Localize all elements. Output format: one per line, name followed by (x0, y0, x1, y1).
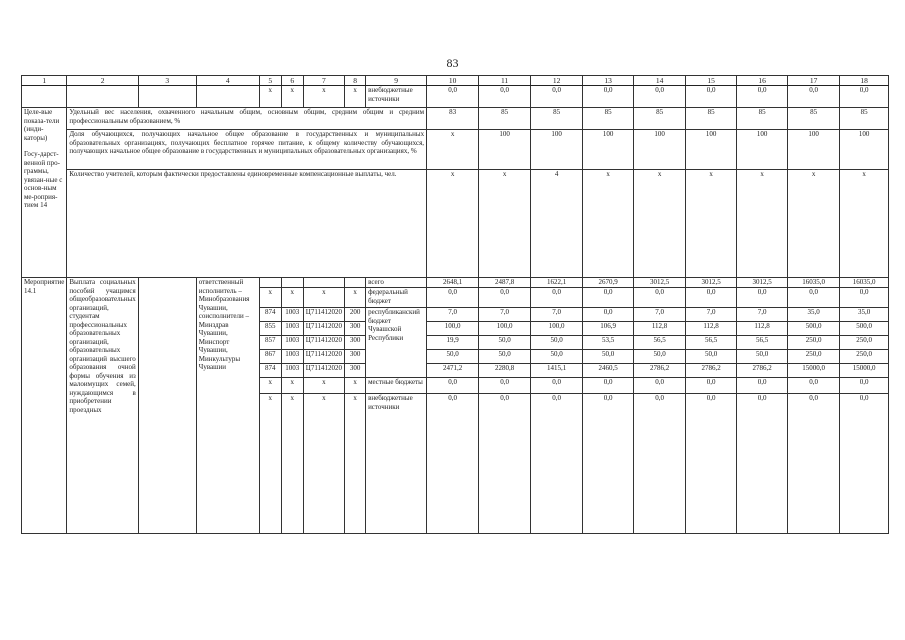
value-cell: 0,0 (531, 378, 583, 394)
value-cell: 85 (840, 108, 889, 130)
code-cell: Ц711412020 (303, 322, 344, 336)
value-cell: 100,0 (479, 322, 531, 336)
value-cell: 0,0 (479, 394, 531, 534)
value-cell: 0,0 (479, 288, 531, 308)
value-cell: x (427, 130, 479, 170)
code-cell: 874 (259, 308, 281, 322)
code-cell: 300 (345, 364, 366, 378)
value-cell: 50,0 (479, 336, 531, 350)
code-cell: x (303, 86, 344, 108)
value-cell: 0,0 (840, 288, 889, 308)
column-header: 17 (788, 76, 840, 86)
value-cell: 3012,5 (737, 278, 788, 288)
target-description: Количество учителей, которым фактически предоставлены единовременные компенсационные выплаты, чел. (67, 170, 427, 278)
column-header: 13 (583, 76, 634, 86)
target-row (22, 130, 889, 170)
value-cell: 112,8 (634, 322, 686, 336)
column-header: 10 (427, 76, 479, 86)
code-cell: x (345, 378, 366, 394)
value-cell: 0,0 (634, 378, 686, 394)
measure-name: Выплата социальных пособий учащимся общеобразовательных организаций, студентам профессиональных образовательных организаций, образовательных организаций высшего образования очной формы обучения из малоимущих семей, нуждающимся в приобретении проездных (67, 278, 138, 534)
target-description: Удельный вес населения, охваченного начальным общим, основным общим, средним общим и средним профессиональным образованием, % (67, 108, 427, 130)
value-cell: x (840, 170, 889, 278)
value-cell: 0,0 (686, 86, 737, 108)
value-cell: 100 (531, 130, 583, 170)
column-header: 12 (531, 76, 583, 86)
value-cell: 7,0 (531, 308, 583, 322)
column-header: 11 (479, 76, 531, 86)
value-cell: 250,0 (840, 350, 889, 364)
column-header: 14 (634, 76, 686, 86)
value-cell: 50,0 (634, 350, 686, 364)
value-cell: 0,0 (737, 288, 788, 308)
column-header: 6 (281, 76, 303, 86)
code-cell: 855 (259, 322, 281, 336)
code-cell: Ц711412020 (303, 336, 344, 350)
value-cell: 0,0 (788, 86, 840, 108)
value-cell: x (634, 170, 686, 278)
code-cell (345, 278, 366, 288)
value-cell: 250,0 (788, 336, 840, 350)
column-header: 4 (196, 76, 259, 86)
value-cell: 0,0 (531, 86, 583, 108)
value-cell: 0,0 (583, 86, 634, 108)
value-cell: 2648,1 (427, 278, 479, 288)
column-header: 9 (366, 76, 427, 86)
value-cell: 56,5 (634, 336, 686, 350)
value-cell: 0,0 (686, 394, 737, 534)
code-cell: Ц711412020 (303, 350, 344, 364)
column-header: 2 (67, 76, 138, 86)
value-cell: 35,0 (840, 308, 889, 322)
value-cell: 50,0 (427, 350, 479, 364)
value-cell: 19,9 (427, 336, 479, 350)
value-cell: 250,0 (788, 350, 840, 364)
value-cell: 0,0 (840, 86, 889, 108)
value-cell: x (686, 170, 737, 278)
value-cell: 3012,5 (686, 278, 737, 288)
value-cell: 1415,1 (531, 364, 583, 378)
column-header: 7 (303, 76, 344, 86)
code-cell: x (345, 288, 366, 308)
column-header: 3 (138, 76, 196, 86)
page-number: 83 (446, 56, 459, 70)
code-cell: x (303, 288, 344, 308)
value-cell: 0,0 (427, 378, 479, 394)
code-cell: x (281, 394, 303, 534)
column-header-row (22, 76, 889, 86)
value-cell: 0,0 (840, 378, 889, 394)
value-cell: 50,0 (531, 350, 583, 364)
code-cell: x (303, 378, 344, 394)
value-cell: 35,0 (788, 308, 840, 322)
value-cell: 0,0 (479, 378, 531, 394)
value-cell: 112,8 (737, 322, 788, 336)
cell-empty (138, 278, 196, 534)
value-cell: 85 (686, 108, 737, 130)
value-cell: 100 (686, 130, 737, 170)
code-cell: Ц711412020 (303, 308, 344, 322)
code-cell: x (345, 86, 366, 108)
value-cell: 0,0 (583, 394, 634, 534)
target-description: Доля обучающихся, получающих начальное общее образование в государственных и муниципальных образовательных организациях, получающих бесплатное горячее питание, к общему количеству обучающихся, получающих начальное общее образование в государственных и муниципальных образовательных организациях, % (67, 130, 427, 170)
value-cell: 100 (788, 130, 840, 170)
value-cell: 2460,5 (583, 364, 634, 378)
code-cell: 300 (345, 336, 366, 350)
cell-empty (138, 86, 196, 108)
value-cell: 0,0 (737, 86, 788, 108)
value-cell: 0,0 (788, 378, 840, 394)
code-cell: 1003 (281, 322, 303, 336)
value-cell: 0,0 (737, 378, 788, 394)
value-cell: 2786,2 (737, 364, 788, 378)
code-cell: Ц711412020 (303, 364, 344, 378)
value-cell: 50,0 (479, 350, 531, 364)
value-cell: 500,0 (840, 322, 889, 336)
code-cell: x (259, 378, 281, 394)
value-cell: 50,0 (737, 350, 788, 364)
measure-label: Мероприятие 14.1 (22, 278, 67, 534)
value-cell: 100,0 (531, 322, 583, 336)
executor: ответственный исполнитель – Минобразования Чувашии, соисполнители – Минздрав Чувашии, Минспорт Чувашии, Минкультуры Чувашии (196, 278, 259, 534)
value-cell: 100 (737, 130, 788, 170)
value-cell: 7,0 (427, 308, 479, 322)
code-cell: x (281, 378, 303, 394)
value-cell: 2471,2 (427, 364, 479, 378)
value-cell: 0,0 (634, 394, 686, 534)
value-cell: 0,0 (840, 394, 889, 534)
value-cell: 0,0 (634, 86, 686, 108)
column-header: 15 (686, 76, 737, 86)
value-cell: 2786,2 (686, 364, 737, 378)
value-cell: 2670,9 (583, 278, 634, 288)
funding-source: всего (366, 278, 427, 288)
code-cell: 1003 (281, 350, 303, 364)
target-row (22, 170, 889, 278)
code-cell: 857 (259, 336, 281, 350)
funding-source: местные бюджеты (366, 378, 427, 394)
value-cell: 0,0 (427, 86, 479, 108)
value-cell: 3012,5 (634, 278, 686, 288)
value-cell: 56,5 (737, 336, 788, 350)
value-cell: 85 (788, 108, 840, 130)
target-row (22, 108, 889, 130)
value-cell: 50,0 (583, 350, 634, 364)
value-cell: 83 (427, 108, 479, 130)
cell-empty (67, 86, 138, 108)
budget-table (21, 75, 889, 534)
code-cell: x (259, 86, 281, 108)
value-cell: 0,0 (788, 288, 840, 308)
value-cell: x (583, 170, 634, 278)
value-cell: 0,0 (479, 86, 531, 108)
value-cell: 2487,8 (479, 278, 531, 288)
value-cell: 2280,8 (479, 364, 531, 378)
code-cell (259, 278, 281, 288)
code-cell: x (259, 394, 281, 534)
code-cell: 200 (345, 308, 366, 322)
value-cell: 85 (479, 108, 531, 130)
column-header: 16 (737, 76, 788, 86)
code-cell: x (281, 288, 303, 308)
cell-empty (22, 86, 67, 108)
code-cell: 300 (345, 350, 366, 364)
value-cell: 85 (737, 108, 788, 130)
targets-label (22, 108, 67, 278)
code-cell: 874 (259, 364, 281, 378)
value-cell: 0,0 (686, 288, 737, 308)
targets-label-bottom: Госу-дарст-венной про-граммы, увязан-ные с основ-ным ме-роприя-тием 14 (24, 150, 63, 209)
value-cell: 112,8 (686, 322, 737, 336)
funding-source: внебюджетные источники (366, 394, 427, 534)
value-cell: 85 (531, 108, 583, 130)
value-cell: 0,0 (531, 394, 583, 534)
table-row (22, 86, 889, 108)
value-cell: 2786,2 (634, 364, 686, 378)
value-cell: 0,0 (737, 394, 788, 534)
code-cell: x (345, 394, 366, 534)
targets-label-top: Целе-вые показа-тели (инди-каторы) (24, 108, 60, 142)
value-cell: 50,0 (686, 350, 737, 364)
value-cell: 15000,0 (788, 364, 840, 378)
column-header: 1 (22, 76, 67, 86)
value-cell: 0,0 (531, 288, 583, 308)
value-cell: 0,0 (788, 394, 840, 534)
value-cell: 7,0 (479, 308, 531, 322)
value-cell: 106,9 (583, 322, 634, 336)
funding-source: внебюджетные источники (366, 86, 427, 108)
value-cell: x (737, 170, 788, 278)
value-cell: 56,5 (686, 336, 737, 350)
measure-row (22, 278, 889, 288)
column-header: 8 (345, 76, 366, 86)
value-cell: 16035,0 (788, 278, 840, 288)
value-cell: 100 (840, 130, 889, 170)
code-cell: x (303, 394, 344, 534)
value-cell: 0,0 (686, 378, 737, 394)
code-cell (281, 278, 303, 288)
value-cell: 100 (583, 130, 634, 170)
code-cell: 300 (345, 322, 366, 336)
value-cell: 85 (634, 108, 686, 130)
funding-source: республиканский бюджет Чувашской Республики (366, 308, 427, 378)
value-cell: 100 (634, 130, 686, 170)
code-cell: x (281, 86, 303, 108)
column-header: 5 (259, 76, 281, 86)
value-cell: x (788, 170, 840, 278)
value-cell: 0,0 (583, 288, 634, 308)
value-cell: 1622,1 (531, 278, 583, 288)
value-cell: 0,0 (583, 378, 634, 394)
value-cell: 50,0 (531, 336, 583, 350)
code-cell: x (259, 288, 281, 308)
value-cell: 250,0 (840, 336, 889, 350)
cell-empty (196, 86, 259, 108)
value-cell: 0,0 (427, 288, 479, 308)
value-cell: 7,0 (634, 308, 686, 322)
value-cell: 0,0 (427, 394, 479, 534)
value-cell: 500,0 (788, 322, 840, 336)
code-cell: 1003 (281, 308, 303, 322)
value-cell: 7,0 (737, 308, 788, 322)
value-cell: 15000,0 (840, 364, 889, 378)
value-cell: 7,0 (686, 308, 737, 322)
value-cell: 85 (583, 108, 634, 130)
value-cell: 16035,0 (840, 278, 889, 288)
value-cell: 100 (479, 130, 531, 170)
value-cell: 100,0 (427, 322, 479, 336)
value-cell: 0,0 (583, 308, 634, 322)
value-cell: 0,0 (634, 288, 686, 308)
code-cell: 1003 (281, 364, 303, 378)
funding-source: федеральный бюджет (366, 288, 427, 308)
value-cell: 53,5 (583, 336, 634, 350)
code-cell (303, 278, 344, 288)
code-cell: 867 (259, 350, 281, 364)
value-cell: x (479, 170, 531, 278)
code-cell: 1003 (281, 336, 303, 350)
column-header: 18 (840, 76, 889, 86)
value-cell: 4 (531, 170, 583, 278)
value-cell: x (427, 170, 479, 278)
